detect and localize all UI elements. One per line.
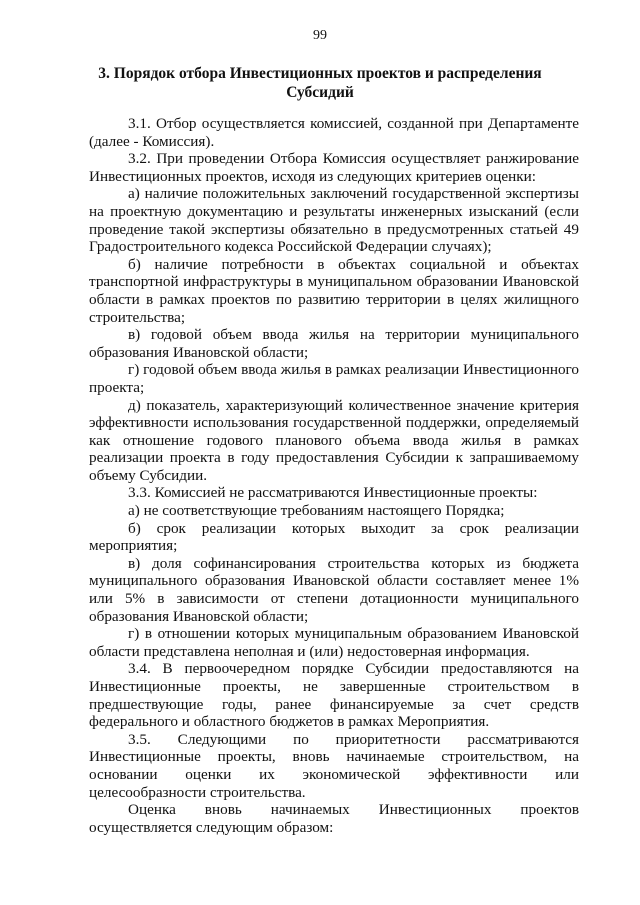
paragraph-3-4: 3.4. В первоочередном порядке Субсидии предоставляются на Инвестиционные проекты, не завершенные строительством в предшествующие годы, ранее финансируемые за счет средств федерального и областного бюджетов в рамках Мероприятия. bbox=[89, 660, 579, 731]
paragraph-3-2-a: а) наличие положительных заключений государственной экспертизы на проектную документацию и результаты инженерных изысканий (если проведение такой экспертизы обязательно в предусмотренных статьей 49 Градостроительного кодекса Российской Федерации случаях); bbox=[89, 185, 579, 256]
paragraph-3-3-v: в) доля софинансирования строительства которых из бюджета муниципального образования Ивановской области составляет менее 1% или 5% в зависимости от степени дотационности муниципального образования Ивановской области; bbox=[89, 554, 579, 625]
paragraph-3-2: 3.2. При проведении Отбора Комиссия осуществляет ранжирование Инвестиционных проектов, исходя из следующих критериев оценки: bbox=[89, 150, 579, 185]
paragraph-evaluation: Оценка вновь начинаемых Инвестиционных проектов осуществляется следующим образом: bbox=[89, 801, 579, 836]
paragraph-3-2-g: г) годовой объем ввода жилья в рамках реализации Инвестиционного проекта; bbox=[89, 361, 579, 396]
paragraph-3-5: 3.5. Следующими по приоритетности рассматриваются Инвестиционные проекты, вновь начинаемые строительством, на основании оценки их экономической эффективности или целесообразности строительства. bbox=[89, 730, 579, 801]
paragraph-3-2-d: д) показатель, характеризующий количественное значение критерия эффективности использования государственной поддержки, определяемый как отношение годового планового объема ввода жилья в рамках реализации проекта в году предоставления Субсидии к запрашиваемому объему Субсидии. bbox=[89, 396, 579, 484]
paragraph-3-2-v: в) годовой объем ввода жилья на территории муниципального образования Ивановской области; bbox=[89, 326, 579, 361]
page-number: 99 bbox=[313, 28, 327, 43]
paragraph-3-1: 3.1. Отбор осуществляется комиссией, созданной при Департаменте (далее - Комиссия). bbox=[89, 115, 579, 150]
paragraph-3-3-b: б) срок реализации которых выходит за срок реализации мероприятия; bbox=[89, 519, 579, 555]
paragraph-3-2-b: б) наличие потребности в объектах социальной и объектах транспортной инфраструктуры в муниципальном образовании Ивановской области в рамках проектов по развитию территории в целях жилищного строительства; bbox=[89, 255, 579, 326]
paragraph-3-3-a: а) не соответствующие требованиям настоящего Порядка; bbox=[128, 502, 505, 520]
document-body bbox=[89, 115, 579, 836]
section-heading: 3. Порядок отбора Инвестиционных проектов и распределения Субсидий bbox=[98, 65, 542, 101]
paragraph-3-3-g: г) в отношении которых муниципальным образованием Ивановской области представлена неполная и (или) недостоверная информация. bbox=[89, 625, 579, 660]
paragraph-3-3: 3.3. Комиссией не рассматриваются Инвестиционные проекты: bbox=[128, 484, 538, 502]
